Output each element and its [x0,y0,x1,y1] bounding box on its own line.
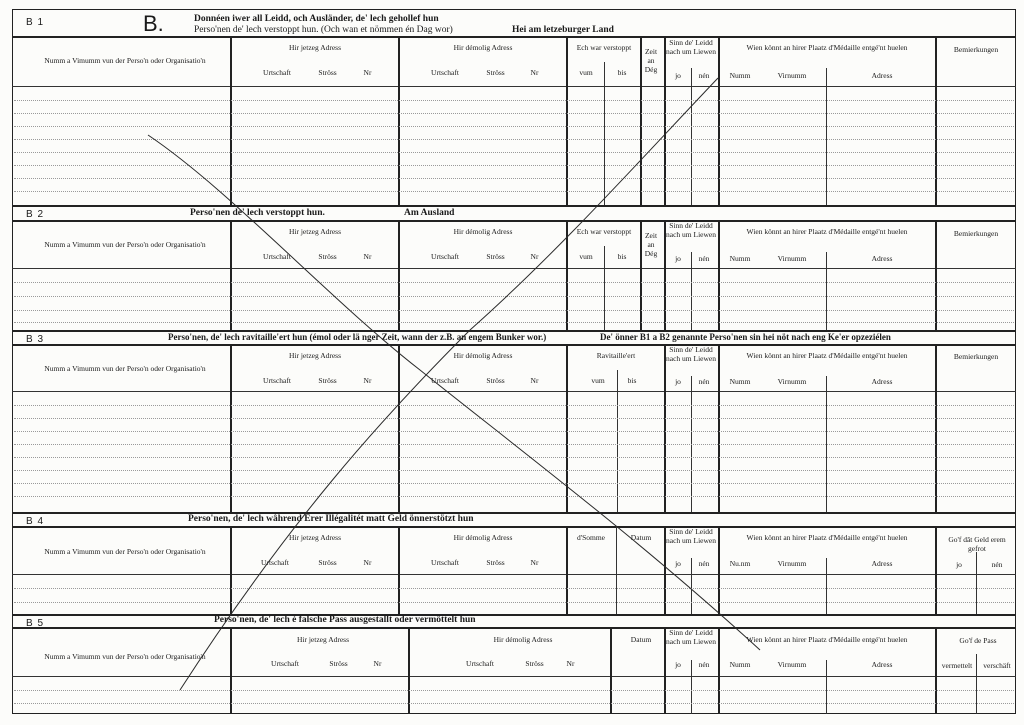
col-nr-header: Nr [363,558,372,567]
col-name-header: Numm a Vimumm vun der Perso'n oder Organisatio'n [44,652,206,661]
col-street-header: Ströss [318,68,337,77]
col-street-header: Ströss [318,376,337,385]
col-locality-header: Urtschaft [263,376,291,385]
col-alive-header: Sinn de' Leidd nach um Liewen [666,628,716,646]
col-no-header: nén [698,71,710,80]
col-medal-name-header: Numm [729,71,751,80]
col-alive-header: Sinn de' Leidd nach um Liewen [666,38,716,56]
column-rule [826,252,827,330]
column-rule [610,627,612,714]
header-rule [12,627,1016,629]
col-no-header: nén [698,377,710,386]
column-rule [976,552,977,614]
entry-row-line [14,296,1014,297]
col-medal-firstname-header: Virnumm [777,254,807,263]
col-locality-header: Urtschaft [431,376,459,385]
column-rule [566,526,568,614]
column-rule [935,526,937,614]
col-current-address-header: Hir jetzeg Adress [288,227,342,236]
col-hidden-header: Ech war verstoppt [576,43,632,52]
col-street-header: Ströss [329,659,348,668]
col-street-header: Ströss [486,558,505,567]
col-locality-header: Urtschaft [271,659,299,668]
col-to-header: bis [617,68,627,77]
col-yes-header: jo [675,377,681,386]
column-rule [718,526,720,614]
col-date-header: Datum [630,533,652,542]
col-issued-header: vermettelt [941,661,973,670]
entry-row-line [14,470,1014,471]
entry-row-line [14,322,1014,323]
section-code: B 4 [26,516,45,527]
col-medal-address-header: Adress [871,660,893,669]
col-name-header: Numm a Vimumm vun der Perso'n oder Organisatio'n [44,240,206,249]
col-yes-header: jo [956,560,962,569]
col-nr-header: Nr [373,659,382,668]
entry-row-line [14,191,1014,192]
column-rule [935,344,937,512]
col-yes-header: jo [675,71,681,80]
column-rule [664,344,666,512]
column-rule [230,220,232,330]
col-street-header: Ströss [486,68,505,77]
col-locality-header: Urtschaft [466,659,494,668]
section-heading: Perso'nen, de' lech ravitaille'ert hun (émol oder lä nger Zeit, wann der z.B. an engem Bunker wor.) [168,332,547,342]
column-rule [976,654,977,714]
col-medal-name-header: Numm [729,660,751,669]
column-rule [230,344,232,512]
col-medal-firstname-header: Virnumm [777,660,807,669]
col-street-header: Ströss [486,376,505,385]
column-rule [826,660,827,714]
col-to-header: bis [627,376,637,385]
col-locality-header: Urtschaft [261,558,289,567]
section-bottom-rule [12,614,1016,616]
col-alive-header: Sinn de' Leidd nach um Liewen [666,221,716,239]
column-rule [664,526,666,614]
col-name-header: Numm a Vimumm vun der Perso'n oder Organisatio'n [44,364,206,373]
entry-row-line [14,178,1014,179]
col-made-header: verschäft [983,661,1011,670]
entry-row-line [14,126,1014,127]
entry-row-line [14,483,1014,484]
column-rule [718,344,720,512]
col-locality-header: Urtschaft [431,68,459,77]
col-yes-header: jo [675,660,681,669]
col-ravitaille-header: Ravitaille'ert [596,351,636,360]
col-yes-header: jo [675,254,681,263]
col-current-address-header: Hir jetzeg Adress [296,635,350,644]
header-rule [12,220,1016,222]
col-no-header: nén [698,660,710,669]
col-date-header: Datum [630,635,652,644]
col-medal-firstname-header: Virnumm [777,377,807,386]
col-locality-header: Urtschaft [431,558,459,567]
col-current-address-header: Hir jetzeg Adress [288,43,342,52]
entry-row-line [14,457,1014,458]
col-name-header: Numm a Vimumm vun der Perso'n oder Organisatio'n [44,56,206,65]
col-street-header: Ströss [318,252,337,261]
column-rule [664,36,666,205]
section-code: B 2 [26,209,45,220]
col-remarks-header: Bemierkungen [953,229,999,238]
header-bottom-rule [12,268,1016,269]
col-pass-header: Go'f de Pass [959,636,997,645]
col-former-address-header: Hir démolig Adress [493,635,553,644]
col-former-address-header: Hir démolig Adress [453,351,513,360]
col-nr-header: Nr [530,558,539,567]
column-rule [230,526,232,614]
column-rule [691,660,692,714]
column-rule [826,558,827,614]
section-bottom-rule [12,205,1016,207]
col-medal-header: Wien könnt an hirer Plaatz d'Médaille entgé'nt huelen [746,533,908,542]
entry-row-line [14,703,1014,704]
column-rule [398,220,400,330]
col-locality-header: Urtschaft [431,252,459,261]
col-nr-header: Nr [363,68,372,77]
section-subheading: Perso'nen de' lech verstoppt hun. (Och wan et nömmen én Dag wor) [194,25,453,35]
column-rule [718,220,720,330]
col-sum-header: d'Somme [576,533,606,542]
section-heading: Perso'nen, de' lech é falsche Pass ausgestallt oder vermöttelt hun [214,615,476,625]
col-alive-header: Sinn de' Leidd nach um Liewen [666,345,716,363]
section-heading: Perso'nen de' lech verstoppt hun. [190,208,325,218]
entry-row-line [14,496,1014,497]
col-from-header: vum [579,252,593,261]
section-code: B 1 [26,17,45,28]
col-name-header: Numm a Vimumm vun der Perso'n oder Organisatio'n [44,547,206,556]
entry-row-line [14,310,1014,311]
col-nr-header: Nr [530,68,539,77]
column-rule [691,558,692,614]
header-rule [12,36,1016,38]
col-money-returned-header: Go'f dât Geld erem gefrot [948,535,1006,553]
entry-row-line [14,588,1014,589]
col-former-address-header: Hir démolig Adress [453,227,513,236]
entry-row-line [14,602,1014,603]
column-rule [718,36,720,205]
col-remarks-header: Bemierkungen [953,45,999,54]
col-no-header: nén [698,559,710,568]
column-rule [398,344,400,512]
col-time-header: Zeit an Dég [644,231,658,258]
column-rule [664,220,666,330]
entry-row-line [14,113,1014,114]
col-medal-header: Wien könnt an hirer Plaatz d'Médaille entgé'nt huelen [746,227,908,236]
col-medal-firstname-header: Virnumm [777,71,807,80]
column-rule [826,68,827,205]
col-medal-address-header: Adress [871,71,893,80]
section-location: Hei am letzeburger Land [512,25,614,35]
col-street-header: Ströss [486,252,505,261]
section-code: B 3 [26,334,45,345]
col-current-address-header: Hir jetzeg Adress [288,533,342,542]
entry-row-line [14,100,1014,101]
column-rule [398,526,400,614]
col-former-address-header: Hir démolig Adress [453,43,513,52]
col-yes-header: jo [675,559,681,568]
col-medal-header: Wien könnt an hirer Plaatz d'Médaille entgé'nt huelen [746,351,908,360]
col-medal-name-header: Numm [729,377,751,386]
column-rule [718,627,720,714]
entry-row-line [14,431,1014,432]
col-time-header: Zeit an Dég [644,47,658,74]
header-rule [12,344,1016,346]
col-locality-header: Urtschaft [263,68,291,77]
form-frame [12,9,1016,714]
header-bottom-rule [12,676,1016,677]
col-street-header: Ströss [525,659,544,668]
column-rule [230,36,232,205]
entry-row-line [14,152,1014,153]
col-nr-header: Nr [530,252,539,261]
col-medal-address-header: Adress [871,254,893,263]
column-rule [640,36,642,205]
col-no-header: nén [991,560,1003,569]
section-note: De' önner B1 a B2 genannte Perso'nen sin hei nöt nach eng Ke'er opzeziélen [600,332,891,342]
entry-row-line [14,690,1014,691]
column-rule [616,526,617,614]
form-letter: B. [143,11,164,36]
entry-row-line [14,165,1014,166]
col-medal-header: Wien könnt an hirer Plaatz d'Médaille entgé'nt huelen [746,43,908,52]
column-rule [691,252,692,330]
col-medal-name-header: Nu.nm [729,559,751,568]
column-rule [617,370,618,512]
column-rule [408,627,410,714]
col-alive-header: Sinn de' Leidd nach um Liewen [666,527,716,545]
col-nr-header: Nr [530,376,539,385]
column-rule [604,62,605,205]
col-remarks-header: Bemierkungen [953,352,999,361]
column-rule [604,246,605,330]
column-rule [566,36,568,205]
header-bottom-rule [12,574,1016,575]
col-from-header: vum [579,68,593,77]
col-locality-header: Urtschaft [263,252,291,261]
column-rule [398,36,400,205]
col-to-header: bis [617,252,627,261]
header-bottom-rule [12,86,1016,87]
entry-row-line [14,139,1014,140]
header-bottom-rule [12,391,1016,392]
entry-row-line [14,444,1014,445]
col-medal-address-header: Adress [871,377,893,386]
entry-row-line [14,282,1014,283]
section-heading: Perso'nen, de' lech wâhrend Erer Illégalitét matt Geld önnerstötzt hun [188,514,474,524]
column-rule [640,220,642,330]
col-medal-name-header: Numm [729,254,751,263]
section-location: Am Ausland [404,208,455,218]
col-medal-header: Wien könnt an hirer Plaatz d'Médaille entgé'nt huelen [746,635,908,644]
col-medal-firstname-header: Virnumm [777,559,807,568]
section-code: B 5 [26,618,45,629]
col-from-header: vum [591,376,605,385]
col-former-address-header: Hir démolig Adress [453,533,513,542]
entry-row-line [14,418,1014,419]
section-bottom-rule [12,512,1016,514]
col-no-header: nén [698,254,710,263]
column-rule [566,344,568,512]
col-street-header: Ströss [318,558,337,567]
column-rule [566,220,568,330]
col-nr-header: Nr [363,376,372,385]
column-rule [935,627,937,714]
column-rule [664,627,666,714]
section-heading: Donnéen iwer all Leidd, och Ausländer, de' lech gehollef hun [194,14,439,24]
header-rule [12,526,1016,528]
column-rule [691,68,692,205]
column-rule [935,36,937,205]
col-current-address-header: Hir jetzeg Adress [288,351,342,360]
column-rule [935,220,937,330]
entry-row-line [14,405,1014,406]
col-hidden-header: Ech war verstoppt [576,227,632,236]
column-rule [230,627,232,714]
col-medal-address-header: Adress [871,559,893,568]
col-nr-header: Nr [363,252,372,261]
col-nr-header: Nr [566,659,575,668]
